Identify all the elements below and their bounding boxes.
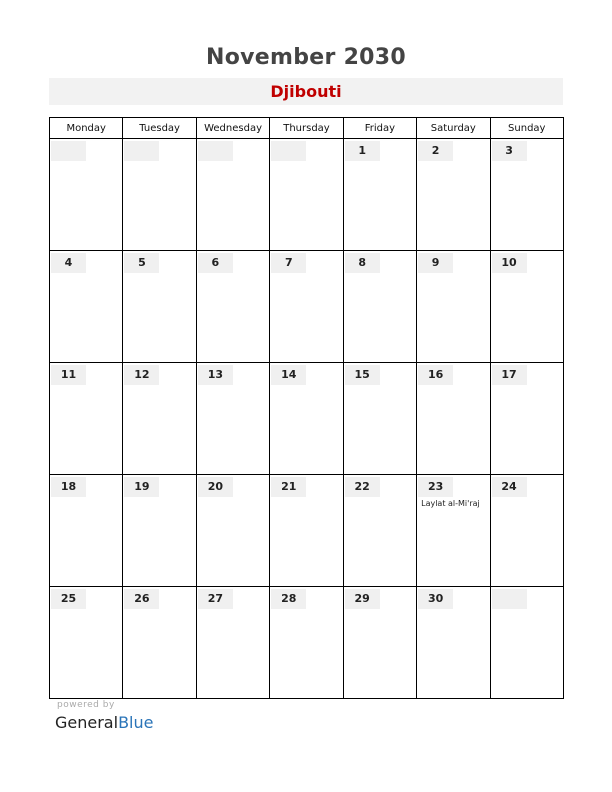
weekday-header: Saturday bbox=[417, 118, 490, 139]
day-cell bbox=[123, 363, 196, 475]
day-cell bbox=[490, 587, 563, 699]
week-row bbox=[50, 251, 564, 363]
day-number: 11 bbox=[51, 365, 86, 385]
day-number: 24 bbox=[492, 477, 527, 497]
day-number bbox=[124, 141, 159, 161]
day-number: 6 bbox=[198, 253, 233, 273]
day-cell bbox=[50, 251, 123, 363]
day-cell bbox=[196, 139, 269, 251]
day-number: 4 bbox=[51, 253, 86, 273]
day-number: 18 bbox=[51, 477, 86, 497]
day-cell bbox=[270, 251, 343, 363]
day-cell bbox=[343, 251, 416, 363]
day-cell bbox=[196, 251, 269, 363]
day-cell bbox=[490, 475, 563, 587]
day-number: 13 bbox=[198, 365, 233, 385]
weekday-header: Friday bbox=[343, 118, 416, 139]
week-row bbox=[50, 139, 564, 251]
weekday-header-row bbox=[50, 118, 564, 139]
day-number: 28 bbox=[271, 589, 306, 609]
day-cell bbox=[343, 587, 416, 699]
brand-logo[interactable] bbox=[55, 713, 153, 732]
powered-by-text: powered by bbox=[57, 700, 115, 710]
day-number: 9 bbox=[418, 253, 453, 273]
day-cell bbox=[417, 139, 490, 251]
day-cell bbox=[123, 139, 196, 251]
weekday-header: Thursday bbox=[270, 118, 343, 139]
day-number: 22 bbox=[345, 477, 380, 497]
day-cell bbox=[417, 251, 490, 363]
weekday-header: Sunday bbox=[490, 118, 563, 139]
day-number: 26 bbox=[124, 589, 159, 609]
brand-blue: Blue bbox=[118, 713, 154, 732]
day-cell bbox=[490, 363, 563, 475]
day-number: 5 bbox=[124, 253, 159, 273]
day-number: 23 bbox=[418, 477, 453, 497]
day-cell bbox=[417, 475, 490, 587]
day-number: 8 bbox=[345, 253, 380, 273]
day-cell bbox=[343, 475, 416, 587]
weekday-header: Wednesday bbox=[196, 118, 269, 139]
day-number: 1 bbox=[345, 141, 380, 161]
holiday-label: Laylat al-Mi'raj bbox=[421, 499, 480, 508]
week-row bbox=[50, 587, 564, 699]
day-cell bbox=[270, 587, 343, 699]
day-cell bbox=[417, 363, 490, 475]
calendar-grid bbox=[49, 117, 564, 699]
day-number: 20 bbox=[198, 477, 233, 497]
day-cell bbox=[123, 251, 196, 363]
day-cell bbox=[270, 139, 343, 251]
day-cell bbox=[343, 363, 416, 475]
day-number: 12 bbox=[124, 365, 159, 385]
country-name: Djibouti bbox=[270, 82, 342, 101]
day-cell bbox=[196, 587, 269, 699]
day-number: 25 bbox=[51, 589, 86, 609]
day-cell bbox=[270, 475, 343, 587]
calendar-title: November 2030 bbox=[205, 45, 407, 70]
country-banner bbox=[49, 78, 563, 105]
day-cell bbox=[490, 139, 563, 251]
day-cell bbox=[50, 363, 123, 475]
day-cell bbox=[50, 475, 123, 587]
brand-general: General bbox=[55, 713, 119, 732]
week-row bbox=[50, 475, 564, 587]
day-cell bbox=[196, 363, 269, 475]
day-cell bbox=[196, 475, 269, 587]
day-number: 30 bbox=[418, 589, 453, 609]
day-number: 2 bbox=[418, 141, 453, 161]
day-number: 3 bbox=[492, 141, 527, 161]
day-number bbox=[492, 589, 527, 609]
day-number bbox=[271, 141, 306, 161]
day-number: 15 bbox=[345, 365, 380, 385]
day-cell bbox=[123, 475, 196, 587]
day-cell bbox=[50, 139, 123, 251]
weekday-header: Monday bbox=[50, 118, 123, 139]
day-cell bbox=[417, 587, 490, 699]
day-number: 10 bbox=[492, 253, 527, 273]
weekday-header: Tuesday bbox=[123, 118, 196, 139]
day-number: 7 bbox=[271, 253, 306, 273]
day-cell bbox=[343, 139, 416, 251]
day-number: 29 bbox=[345, 589, 380, 609]
day-number: 14 bbox=[271, 365, 306, 385]
day-number bbox=[51, 141, 86, 161]
day-number: 27 bbox=[198, 589, 233, 609]
week-row bbox=[50, 363, 564, 475]
day-number: 21 bbox=[271, 477, 306, 497]
day-number bbox=[198, 141, 233, 161]
day-cell bbox=[123, 587, 196, 699]
day-number: 16 bbox=[418, 365, 453, 385]
day-cell bbox=[50, 587, 123, 699]
day-number: 17 bbox=[492, 365, 527, 385]
day-cell bbox=[490, 251, 563, 363]
day-cell bbox=[270, 363, 343, 475]
day-number: 19 bbox=[124, 477, 159, 497]
